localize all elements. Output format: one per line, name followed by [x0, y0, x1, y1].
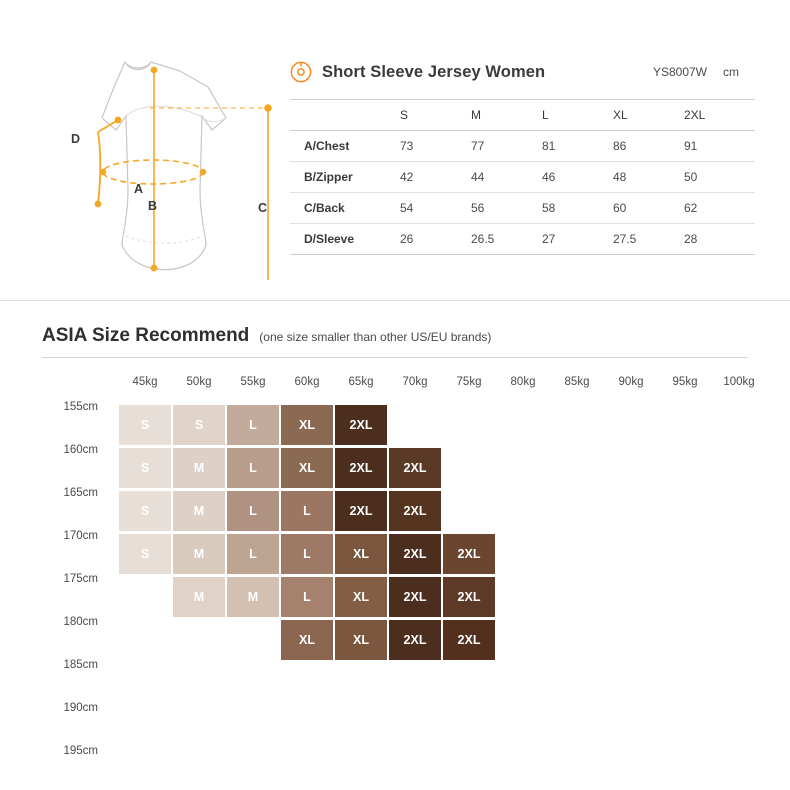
weight-label: 95kg [672, 376, 698, 388]
size-cell: 2XL [389, 577, 441, 617]
asia-title: ASIA Size Recommend [42, 325, 250, 346]
cell-value: 77 [471, 139, 485, 153]
cell-value: 54 [400, 201, 414, 215]
size-cell: 2XL [389, 491, 441, 531]
size-cell: 2XL [389, 448, 441, 488]
spec-table [290, 99, 755, 255]
size-cell: 2XL [443, 534, 495, 574]
size-cell: L [227, 534, 279, 574]
height-label: 170cm [63, 530, 98, 542]
size-cell: 2XL [443, 577, 495, 617]
spec-table-head [290, 100, 755, 131]
page-title: Short Sleeve Jersey Women [322, 62, 546, 81]
weight-label: 70kg [402, 376, 428, 388]
garment-diagram [30, 40, 280, 280]
size-cell: XL [335, 577, 387, 617]
size-cell: XL [335, 534, 387, 574]
size-cell: L [227, 405, 279, 445]
size-cell: M [173, 448, 225, 488]
row-label: C/Back [304, 201, 345, 215]
size-cell: M [227, 577, 279, 617]
spec-panel [290, 55, 755, 255]
col-head-xl: XL [613, 108, 628, 122]
size-cell: M [173, 577, 225, 617]
size-cell: XL [335, 620, 387, 660]
asia-subtitle: (one size smaller than other US/EU brands) [259, 330, 492, 344]
height-label: 155cm [63, 401, 98, 413]
asia-size-section [0, 300, 790, 790]
size-cell: L [281, 491, 333, 531]
cell-value: 86 [613, 139, 627, 153]
size-cell: 2XL [443, 620, 495, 660]
cell-value: 81 [542, 139, 556, 153]
col-head-m: M [471, 108, 481, 122]
target-circle-icon [290, 61, 312, 83]
cell-value: 58 [542, 201, 556, 215]
size-cell: XL [281, 620, 333, 660]
weight-label: 50kg [186, 376, 212, 388]
size-cell: 2XL [335, 405, 387, 445]
product-spec-section [0, 0, 790, 300]
cell-value: 73 [400, 139, 414, 153]
cell-value: 60 [613, 201, 627, 215]
cell-value: 27.5 [613, 232, 637, 246]
height-label: 195cm [63, 745, 98, 757]
weight-label: 55kg [240, 376, 266, 388]
size-cell: S [119, 534, 171, 574]
size-cell: M [173, 534, 225, 574]
row-label: B/Zipper [304, 170, 353, 184]
cell-value: 50 [684, 170, 698, 184]
weight-label: 75kg [456, 376, 482, 388]
weight-label: 85kg [564, 376, 590, 388]
height-label: 185cm [63, 659, 98, 671]
size-cell: XL [281, 405, 333, 445]
height-label: 165cm [63, 487, 98, 499]
weight-label: 100kg [723, 376, 755, 388]
table-row [290, 193, 755, 224]
svg-text:D: D [71, 132, 81, 146]
spec-table-body [290, 131, 755, 255]
cell-value: 42 [400, 170, 414, 184]
product-code: YS8007W [652, 65, 707, 79]
size-cell: XL [281, 448, 333, 488]
size-cell: 2XL [335, 491, 387, 531]
size-cell: S [119, 405, 171, 445]
size-cell: L [281, 577, 333, 617]
weight-label: 65kg [348, 376, 374, 388]
table-row [290, 224, 755, 255]
cell-value: 46 [542, 170, 556, 184]
col-head-s: S [400, 108, 409, 122]
cell-value: 48 [613, 170, 627, 184]
cell-value: 44 [471, 170, 485, 184]
table-row [290, 162, 755, 193]
row-label: A/Chest [304, 139, 350, 153]
size-cell: S [119, 491, 171, 531]
height-label: 180cm [63, 616, 98, 628]
size-cell: M [173, 491, 225, 531]
cell-value: 27 [542, 232, 556, 246]
cell-value: 28 [684, 232, 698, 246]
col-head-2xl: 2XL [684, 108, 706, 122]
svg-text:B: B [148, 199, 158, 213]
size-cell: L [281, 534, 333, 574]
height-label: 175cm [63, 573, 98, 585]
weight-label: 60kg [294, 376, 320, 388]
cell-value: 91 [684, 139, 698, 153]
table-header-row [290, 100, 755, 131]
weight-label: 45kg [132, 376, 158, 388]
size-cell: L [227, 448, 279, 488]
weight-label: 90kg [618, 376, 644, 388]
cell-value: 56 [471, 201, 485, 215]
unit-label: cm [723, 65, 739, 79]
size-cell: 2XL [335, 448, 387, 488]
size-cell: S [119, 448, 171, 488]
size-matrix [0, 300, 790, 790]
weight-label: 80kg [510, 376, 536, 388]
svg-text:A: A [134, 182, 144, 196]
size-cell: 2XL [389, 534, 441, 574]
cell-value: 26 [400, 232, 414, 246]
size-cell: 2XL [389, 620, 441, 660]
spec-header [290, 55, 755, 89]
cell-value: 26.5 [471, 232, 495, 246]
col-head-blank [290, 100, 400, 131]
row-label: D/Sleeve [304, 232, 355, 246]
height-label: 190cm [63, 702, 98, 714]
height-label: 160cm [63, 444, 98, 456]
size-cell: L [227, 491, 279, 531]
cell-value: 62 [684, 201, 698, 215]
col-head-l: L [542, 108, 549, 122]
size-cell: S [173, 405, 225, 445]
table-row [290, 131, 755, 162]
svg-text:C: C [258, 201, 268, 215]
